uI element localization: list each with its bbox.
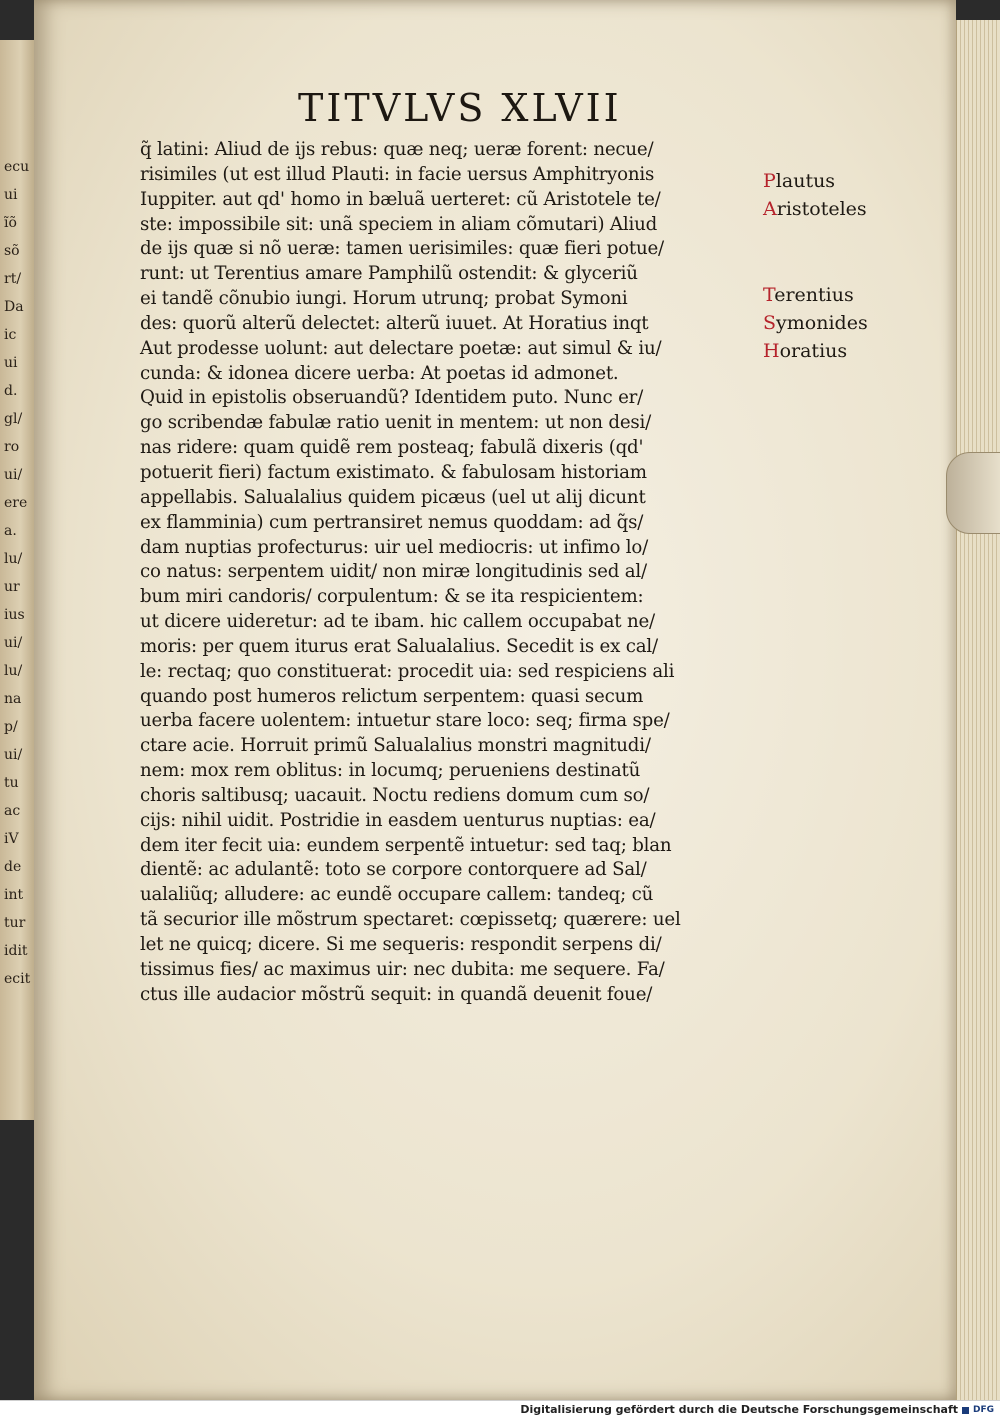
marginal-note (763, 338, 847, 365)
footer-bar (0, 1400, 1000, 1420)
facing-page-fragment: int (4, 887, 24, 903)
facing-page-fragment: ur (4, 579, 20, 595)
text-line: ut dicere uideretur: ad te ibam. hic callem occupabat ne/ (140, 611, 655, 633)
facing-page-fragment: de (4, 859, 22, 875)
facing-page-fragment: ere (4, 495, 28, 511)
text-line: co natus: serpentem uidit/ non miræ longitudinis sed al/ (140, 561, 647, 583)
facing-page-fragment: lu/ (4, 663, 23, 679)
facing-page-fragment: ui/ (4, 747, 23, 763)
text-line: nem: mox rem oblitus: in locumq; perueniens destinatũ (140, 760, 641, 782)
facing-page-fragment: ecit (4, 971, 31, 987)
text-line: ex flamminia) cum pertransiret nemus quoddam: ad q̃s/ (140, 511, 644, 533)
text-line: tã securior ille mõstrum spectaret: cœpissetq; quærere: uel (140, 909, 681, 931)
marginal-note-text: ymonides (776, 312, 868, 334)
text-line: choris saltibusq; uacauit. Noctu rediens domum cum so/ (140, 784, 650, 806)
facing-page-edge (0, 40, 36, 1120)
page-clip (946, 452, 1000, 534)
facing-page-fragment: iV (4, 831, 19, 847)
digitization-credit: Digitalisierung gefördert durch die Deutsche Forschungsgemeinschaft (520, 1403, 958, 1416)
marginal-note (763, 282, 854, 309)
facing-page-fragment: a. (4, 523, 17, 539)
text-line: dam nuptias profecturus: uir uel mediocris: ut infimo lo/ (140, 536, 649, 558)
text-line: runt: ut Terentius amare Pamphilũ ostendit: & glyceriũ (140, 263, 638, 285)
page-edge-stack (956, 20, 1000, 1400)
text-line: ualaliũq; alludere: ac eundẽ occupare callem: tandeq; cũ (140, 884, 654, 906)
marginal-note-text: erentius (774, 283, 854, 306)
facing-page-fragment: ro (4, 439, 20, 455)
rubricated-initial: H (763, 340, 780, 363)
text-line: ei tandẽ cõnubio iungi. Horum utrunq; probat Symoni (140, 288, 628, 310)
facing-page-fragment: ac (4, 803, 21, 819)
rubricated-initial: P (763, 170, 776, 192)
text-line: de ijs quæ si nõ ueræ: tamen uerisimiles: quæ fieri potue/ (140, 238, 664, 260)
facing-page-fragment: ui/ (4, 467, 23, 483)
text-line: quando post humeros relictum serpentem: quasi secum (140, 685, 644, 707)
marginal-note (763, 310, 868, 337)
facing-page-fragment: ui (4, 355, 18, 371)
text-line: ste: impossibile sit: unã speciem in aliam cõmutari) Aliud (140, 213, 658, 235)
facing-page-fragment: ui/ (4, 635, 23, 651)
facing-page-fragment: tur (4, 915, 26, 931)
text-line: moris: per quem iturus erat Salualalius. Secedit is ex cal/ (140, 635, 658, 657)
text-line: Iuppiter. aut qd' homo in bæluã uerteret: cũ Aristotele te/ (140, 188, 661, 210)
facing-page-fragment: tu (4, 775, 19, 791)
rubricated-initial: S (763, 312, 777, 334)
facing-page-fragment: sõ (4, 243, 20, 259)
text-line: let ne quicq; dicere. Si me sequeris: respondit serpens di/ (140, 934, 662, 955)
body-text (140, 138, 760, 1008)
text-line: risimiles (ut est illud Plauti: in facie uersus Amphitryonis (140, 163, 655, 185)
text-line: q̃ latini: Aliud de ijs rebus: quæ neq; ueræ forent: necue/ (140, 139, 654, 160)
marginal-note (763, 196, 867, 223)
facing-page-fragment: ĩõ (4, 215, 17, 231)
text-line: cunda: & idonea dicere uerba: At poetas id admonet. (140, 362, 619, 384)
facing-page-fragment: na (4, 691, 22, 707)
text-line: ctare acie. Horruit primũ Salualalius monstri magnitudi/ (140, 735, 651, 757)
text-line: uerba facere uolentem: intuetur stare loco: seq; firma spe/ (140, 710, 670, 732)
facing-page-fragment: ius (4, 607, 25, 623)
text-line: nas ridere: quam quidẽ rem posteaq; fabulã dixeris (qd' (140, 437, 644, 459)
facing-page-fragment: idit (4, 943, 28, 959)
running-title (298, 86, 622, 130)
text-line: tissimus fies/ ac maximus uir: nec dubita: me sequere. Fa/ (140, 958, 665, 980)
rubricated-initial: T (763, 283, 775, 306)
facing-page-fragment: rt/ (4, 271, 22, 287)
text-line: des: quorũ alterũ delectet: alterũ iuuet. At Horatius inqt (140, 312, 649, 334)
marginal-note (763, 168, 835, 195)
facing-page-fragment: ic (4, 327, 17, 343)
facing-page-fragment: ecu (4, 159, 30, 175)
facing-page-fragment: gl/ (4, 411, 23, 427)
text-line: bum miri candoris/ corpulentum: & se ita respicientem: (140, 586, 644, 608)
text-line: Aut prodesse uolunt: aut delectare poetæ: aut simul & iu/ (140, 337, 662, 359)
text-line: ctus ille audacior mõstrũ sequit: in quandã deuenit foue/ (140, 983, 653, 1005)
facing-page-fragment: ui (4, 187, 18, 203)
marginal-note-text: lautus (775, 170, 836, 192)
text-line: dem iter fecit uia: eundem serpentẽ intuetur: sed taq; blan (140, 834, 672, 856)
rubricated-initial: A (763, 198, 777, 221)
text-line: potuerit fieri) factum existimato. & fabulosam historiam (140, 461, 647, 483)
text-line: cijs: nihil uidit. Postridie in easdem uenturus nuptias: ea/ (140, 809, 656, 831)
text-line: le: rectaq; quo constituerat: procedit uia: sed respiciens ali (140, 660, 675, 682)
text-line: Quid in epistolis obseruandũ? Identidem puto. Nunc er/ (140, 387, 644, 409)
text-line: go scribendæ fabulæ ratio uenit in mentem: ut non desi/ (140, 412, 652, 434)
marginal-note-text: ristoteles (776, 198, 867, 221)
dfg-logo: DFG (962, 1404, 994, 1417)
facing-page-fragment: Da (4, 299, 24, 315)
facing-page-fragment: p/ (4, 719, 18, 735)
marginal-note-text: oratius (779, 340, 848, 363)
text-line: appellabis. Salualalius quidem picæus (uel ut alij dicunt (140, 486, 646, 508)
facing-page-fragment: d. (4, 383, 18, 399)
text-line: dientẽ: ac adulantẽ: toto se corpore contorquere ad Sal/ (140, 859, 647, 881)
facing-page-fragment: lu/ (4, 551, 23, 567)
running-title-text: TITVLVS XLVII (298, 86, 622, 130)
